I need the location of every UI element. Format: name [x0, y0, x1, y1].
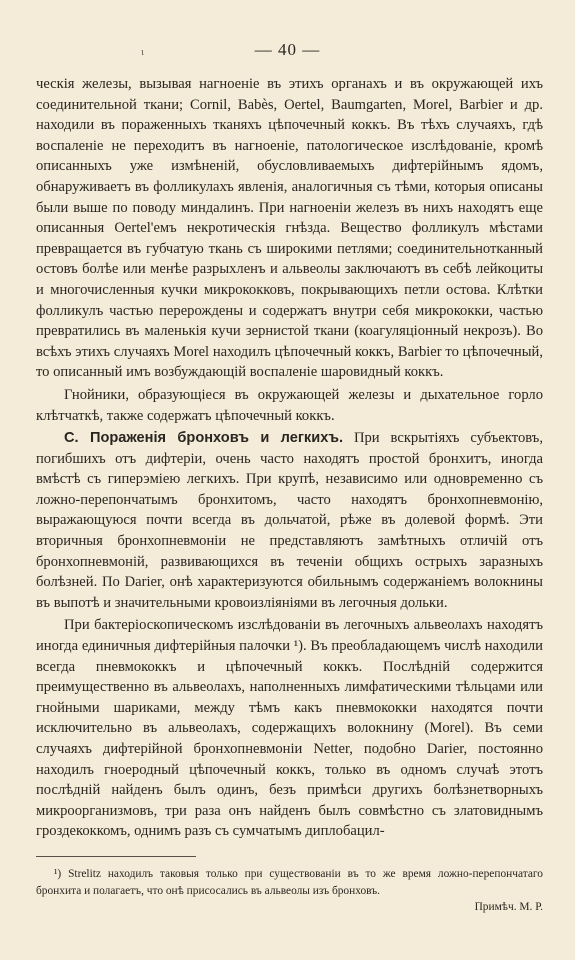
main-text — [36, 74, 543, 842]
footnote-signature: Примѣч. М. Р. — [474, 901, 543, 913]
corner-mark: ι — [141, 46, 144, 58]
paragraph-4: При бактеріоскопическомъ изслѣдованіи въ легочныхъ альвеолахъ находятъ иногда единичныя дифтерійныя палочки ¹). Въ преобладающемъ числѣ находили всегда пневмококкъ и цѣпочечный коккъ. Послѣдній содержится преимущественно въ альвеолахъ, наполненныхъ лимфатическими тѣльцами или гнойными шариками, между тѣмъ какъ пневмококки находятся почти исключительно въ альвеолахъ, содержащихъ волокнину (Morel). Въ семи случаяхъ дифтерійной бронхопневмоніи Netter, подобно Darier, постоянно находилъ гноеродный цѣпочечный коккъ, только въ одномъ случаѣ этотъ послѣдній найденъ былъ одинъ, безъ примѣси другихъ болѣзнетворныхъ микроорганизмовъ, три раза онъ найденъ былъ совмѣстно съ златовиднымъ гроздекоккомъ, однимъ разъ съ сумчатымъ диплобацил- — [36, 617, 543, 840]
footnote-text: ¹) Strelitz находилъ таковыя только при существованіи въ то же время ложно-перепончатаго бронхита и полагаетъ, что онѣ присосались въ альвеолы изъ бронховъ. — [36, 868, 543, 897]
paragraph-2: Гнойники, образующіеся въ окружающей железы и дыхательное горло клѣтчаткѣ, также содержатъ цѣпочечный коккъ. — [36, 386, 543, 424]
paragraph-3 — [36, 428, 543, 613]
section-heading-title: Пораженія бронховъ и легкихъ. — [89, 430, 344, 447]
paragraph-1: ческія железы, вызывая нагноеніе въ этихъ органахъ и въ окружающей ихъ соединительной ткани; Cornil, Babès, Oertel, Baumgarten, Morel, Barbier и др. находили въ пораженныхъ тканяхъ цѣпочечный коккъ. Въ тѣхъ случаяхъ, гдѣ воспаленіе не переходитъ въ нагноеніе, патологическое изслѣдованіе, кромѣ описанныхъ уже измѣненій, обусловливаемыхъ дифтерійнымъ ядомъ, обнаруживаетъ въ фолликулахъ явленія, аналогичныя съ тѣми, которыя описаны были выше по поводу миндалинъ. При нагноеніи железъ въ нихъ находятъ еще описанныя Oertel'емъ некротическія гнѣзда. Вещество фолликулъ мѣстами превращается въ губчатую ткань съ широкими петлями; соединительнотканный остовъ болѣе или менѣе разрыхленъ и альвеолы заключаютъ въ себѣ лейкоциты и многочисленныя кучки микрококковъ, покрывающихъ петли остова. Клѣтки фолликулъ частью перерождены и содержатъ внутри себя микрококки, частью превратились въ маленькія кучи зернистой ткани (коагуляціонный некрозъ). Во всѣхъ этихъ случаяхъ Morel находилъ цѣпочечный коккъ, Barbier то цѣпочечный, то описанный имъ возбуждающій воспаленіе шаровидный коккъ. — [36, 76, 543, 381]
footnote — [36, 866, 543, 916]
paragraph-3-text: При вскрытіяхъ субъектовъ, погибшихъ отъ дифтеріи, очень часто находятъ простой бронхитъ, иногда вмѣстѣ съ гиперэміею легкихъ. При крупѣ, независимо или одновременно съ ложно-перепончатымъ бронхитомъ, часто находятъ бронхопневмонію, выражающуюся почти всегда въ дольчатой, рѣже въ долевой формѣ. Эти вторичныя бронхопневмоніи не представляютъ замѣтныхъ отличій отъ бронхопневмоній, развивающихся въ теченіи общихъ острыхъ заразныхъ болѣзней. По Darier, онѣ характеризуются обильнымъ содержаніемъ волокнины въ выпотѣ и значительными кровоизліяніями въ легочныя дольки. — [36, 430, 543, 611]
section-heading-c — [64, 430, 343, 446]
footnote-rule — [36, 856, 196, 857]
section-heading-prefix: C. — [64, 430, 90, 447]
page-number: — 40 — — [254, 40, 321, 59]
